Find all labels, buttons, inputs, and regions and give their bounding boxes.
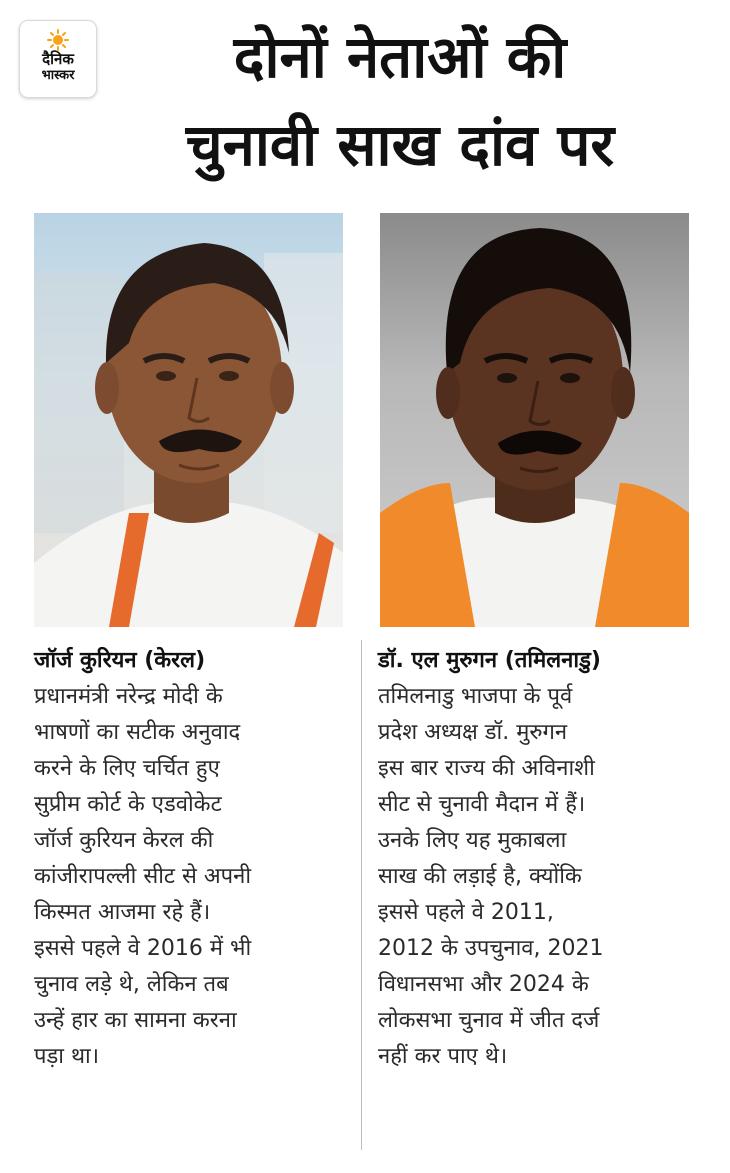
name-george-kurian: जॉर्ज कुरियन (केरल) bbox=[34, 648, 206, 673]
headline-line2: चुनावी साख दांव पर bbox=[185, 111, 615, 179]
body-line: लोकसभा चुनाव में जीत दर्ज bbox=[378, 1008, 600, 1033]
left-column-text bbox=[34, 643, 354, 1075]
photo-l-murugan bbox=[380, 213, 689, 627]
body-line: विधानसभा और 2024 के bbox=[378, 972, 589, 997]
body-line: कांजीरापल्ली सीट से अपनी bbox=[34, 864, 252, 889]
body-line: चुनाव लड़े थे, लेकिन तब bbox=[34, 972, 229, 997]
headline-line1: दोनों नेताओं की bbox=[233, 23, 567, 91]
right-column-text bbox=[378, 643, 703, 1075]
body-line: प्रदेश अध्यक्ष डॉ. मुरुगन bbox=[378, 720, 568, 745]
body-line: भाषणों का सटीक अनुवाद bbox=[34, 720, 241, 745]
body-line: किस्मत आजमा रहे हैं। bbox=[34, 900, 211, 925]
logo-text-line2: भास्कर bbox=[41, 68, 75, 83]
body-line: सीट से चुनावी मैदान में हैं। bbox=[378, 792, 586, 817]
body-line: उनके लिए यह मुकाबला bbox=[378, 828, 567, 853]
body-line: 2012 के उपचुनाव, 2021 bbox=[378, 936, 604, 961]
body-line: उन्हें हार का सामना करना bbox=[34, 1008, 237, 1033]
body-line: करने के लिए चर्चित हुए bbox=[34, 756, 220, 781]
body-line: सुप्रीम कोर्ट के एडवोकेट bbox=[34, 792, 222, 817]
photo-george-kurian bbox=[34, 213, 343, 627]
body-line: तमिलनाडु भाजपा के पूर्व bbox=[378, 684, 573, 709]
body-line: प्रधानमंत्री नरेन्द्र मोदी के bbox=[34, 684, 223, 709]
body-line: इससे पहले वे 2016 में भी bbox=[34, 936, 252, 961]
body-line: इस बार राज्य की अविनाशी bbox=[378, 756, 595, 781]
body-line: जॉर्ज कुरियन केरल की bbox=[34, 828, 214, 853]
dainik-bhaskar-logo bbox=[19, 20, 97, 98]
sun-icon bbox=[47, 29, 69, 51]
name-l-murugan: डॉ. एल मुरुगन (तमिलनाडु) bbox=[378, 648, 601, 673]
body-line: पड़ा था। bbox=[34, 1044, 100, 1069]
body-line: नहीं कर पाए थे। bbox=[378, 1044, 508, 1069]
body-line: इससे पहले वे 2011, bbox=[378, 900, 554, 925]
column-divider bbox=[361, 640, 362, 1150]
body-line: साख की लड़ाई है, क्योंकि bbox=[378, 864, 582, 889]
logo-text-line1: दैनिक bbox=[42, 50, 74, 68]
